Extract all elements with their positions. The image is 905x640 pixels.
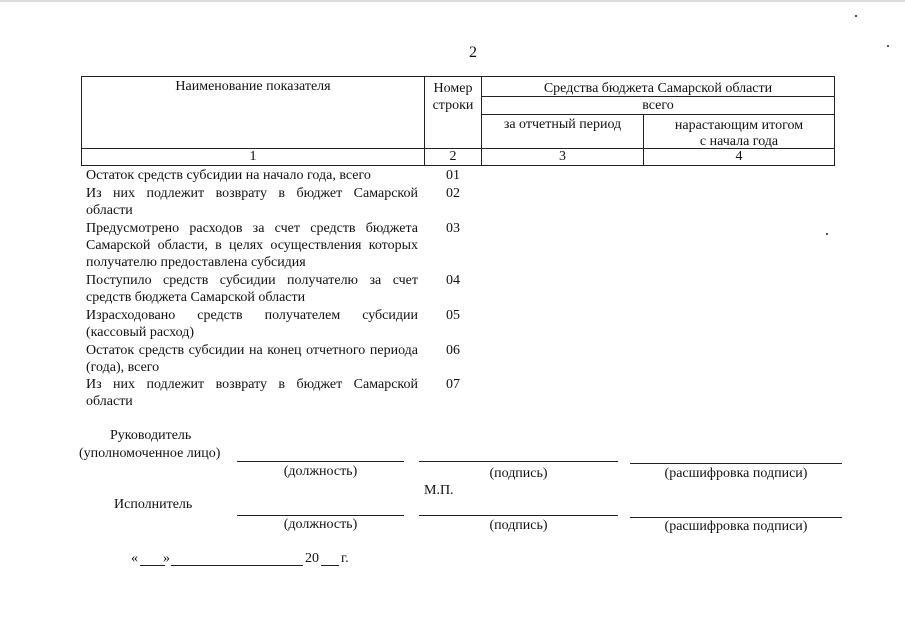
column-number: 2: [449, 149, 457, 164]
date-day-line: [140, 565, 165, 566]
executor-decoding-caption: (расшифровка подписи): [664, 519, 808, 534]
column-number: 4: [735, 149, 743, 164]
header-cumulative: нарастающим итогом: [674, 118, 804, 133]
row-number: 04: [446, 273, 460, 288]
date-quote-open: «: [131, 551, 138, 566]
column-number: 1: [249, 149, 257, 164]
executor-signature-caption: (подпись): [489, 518, 548, 533]
indicator-name: Предусмотрено расходов за счет средств бюджета Самарской области, в целях осуществления которых получателю предоставлена субсидия: [86, 221, 418, 270]
row-number: 03: [446, 221, 460, 236]
header-total: всего: [642, 98, 674, 113]
executor-signature-line: [419, 515, 618, 516]
date-year-prefix: 20: [305, 551, 319, 566]
head-signature-line: [419, 461, 618, 462]
row-number: 07: [446, 377, 460, 392]
row-number: 01: [446, 168, 460, 183]
row-number: 05: [446, 308, 460, 323]
header-row-number: строки: [432, 98, 474, 113]
head-decoding-line: [630, 463, 842, 464]
head-decoding-caption: (расшифровка подписи): [664, 466, 808, 481]
executor-decoding-line: [630, 517, 842, 518]
indicator-name: Из них подлежит возврату в бюджет Самарской области: [86, 186, 418, 218]
page-number: 2: [469, 44, 477, 61]
head-position-caption: (должность): [283, 464, 358, 479]
indicator-name: Поступило средств субсидии получателю за счет средств бюджета Самарской области: [86, 273, 418, 305]
header-budget-funds: Средства бюджета Самарской области: [543, 81, 773, 96]
head-position-line: [237, 461, 404, 462]
head-signature-caption: (подпись): [489, 466, 548, 481]
indicator-name: Израсходовано средств получателем субсидии (кассовый расход): [86, 308, 418, 340]
executor-label: Исполнитель: [114, 497, 193, 512]
header-cumulative: с начала года: [699, 134, 779, 149]
row-number: 06: [446, 343, 460, 358]
indicator-name: Остаток средств субсидии на начало года, всего: [86, 168, 371, 183]
date-year-suffix: г.: [341, 551, 349, 566]
date-year-line: [321, 565, 339, 566]
column-number: 3: [559, 149, 566, 164]
head-label: Руководитель: [110, 428, 192, 443]
indicator-name: Остаток средств субсидии на конец отчетного периода (года), всего: [86, 343, 418, 375]
executor-position-line: [237, 515, 404, 516]
executor-position-caption: (должность): [283, 517, 358, 532]
indicator-name: Из них подлежит возврату в бюджет Самарской области: [86, 377, 418, 409]
header-indicator-name: Наименование показателя: [175, 79, 331, 94]
row-number: 02: [446, 186, 460, 201]
stamp-label: М.П.: [424, 483, 454, 498]
head-label-authorized: (уполномоченное лицо): [79, 446, 221, 461]
header-row-number: Номер: [433, 81, 473, 96]
header-reporting-period: за отчетный период: [503, 117, 622, 132]
date-month-line: [171, 565, 303, 566]
date-quote-close: »: [163, 551, 170, 566]
